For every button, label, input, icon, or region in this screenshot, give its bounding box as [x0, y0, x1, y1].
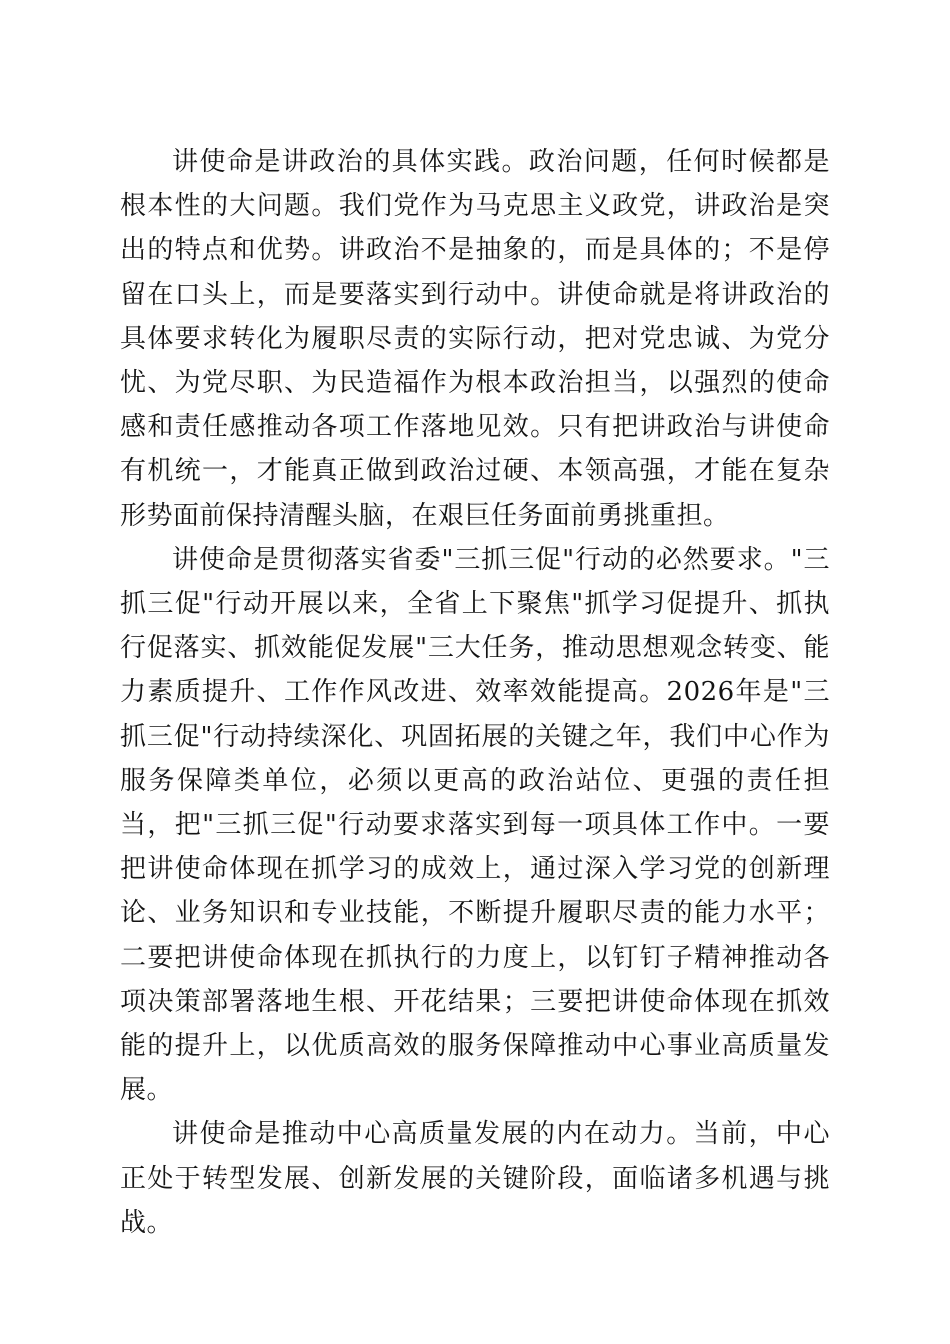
paragraph-mission-politics: 讲使命是讲政治的具体实践。政治问题，任何时候都是根本性的大问题。我们党作为马克思主义政党，讲政治是突出的特点和优势。讲政治不是抽象的，而是具体的；不是停留在口头上，而是要落实到行动中。讲使命就是将讲政治的具体要求转化为履职尽责的实际行动，把对党忠诚、为党分忧、为党尽职、为民造福作为根本政治担当，以强烈的使命感和责任感推动各项工作落地见效。只有把讲政治与讲使命有机统一，才能真正做到政治过硬、本领高强，才能在复杂形势面前保持清醒头脑，在艰巨任务面前勇挑重担。	[120, 147, 830, 531]
paragraph-internal-driving-force: 讲使命是推动中心高质量发展的内在动力。当前，中心正处于转型发展、创新发展的关键阶段，面临诸多机遇与挑战。	[120, 1119, 830, 1238]
document-body	[120, 140, 830, 1245]
paragraph-three-grasps-three-promotes: 讲使命是贯彻落实省委"三抓三促"行动的必然要求。"三抓三促"行动开展以来，全省上下聚焦"抓学习促提升、抓执行促落实、抓效能促发展"三大任务，推动思想观念转变、能力素质提升、工作作风改进、效率效能提高。2026年是"三抓三促"行动持续深化、巩固拓展的关键之年，我们中心作为服务保障类单位，必须以更高的政治站位、更强的责任担当，把"三抓三促"行动要求落实到每一项具体工作中。一要把讲使命体现在抓学习的成效上，通过深入学习党的创新理论、业务知识和专业技能，不断提升履职尽责的能力水平；二要把讲使命体现在抓执行的力度上，以钉钉子精神推动各项决策部署落地生根、开花结果；三要把讲使命体现在抓效能的提升上，以优质高效的服务保障推动中心事业高质量发展。	[120, 544, 830, 1106]
